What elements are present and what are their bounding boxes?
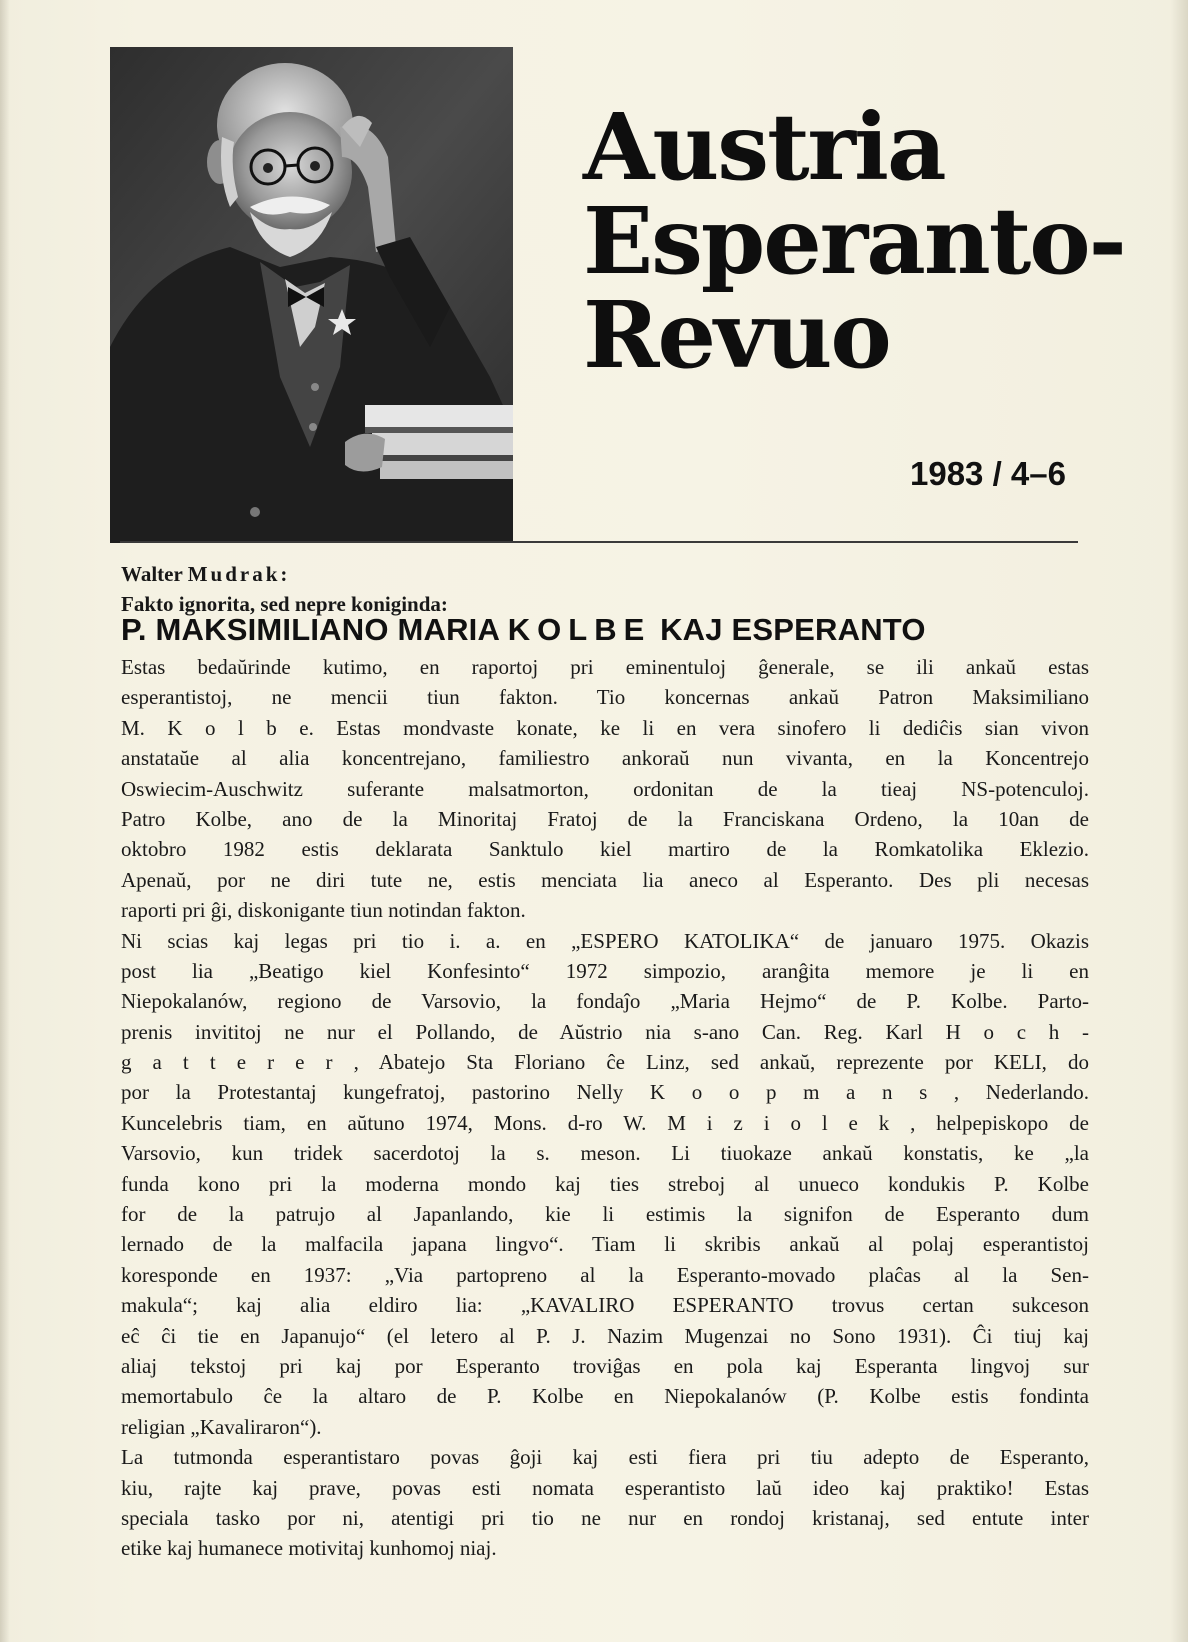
body-line: raporti pri ĝi, diskonigante tiun notindan fakton. xyxy=(121,898,526,923)
masthead-line-2: Esperanto- xyxy=(583,187,1125,295)
article-headline xyxy=(121,612,1081,648)
body-line: Apenaŭ, por ne diri tute ne, estis menciata lia aneco al Esperanto. Des pli necesas xyxy=(121,867,1089,892)
body-line: funda kono pri la moderna mondo kaj ties streboj al unueco kondukis P. Kolbe xyxy=(121,1171,1089,1196)
article-subtitle: Fakto ignorita, sed nepre koniginda: xyxy=(121,592,448,616)
body-line: Niepokalanów, regiono de Varsovio, la fondaĵo „Maria Hejmo“ de P. Kolbe. Parto- xyxy=(121,989,1089,1014)
body-line: eĉ ĉi tie en Japanujo“ (el letero al P. J. Nazim Mugenzai no Sono 1931). Ĉi tiuj kaj xyxy=(121,1323,1089,1348)
headline-part-1: P. MAKSIMILIANO MARIA xyxy=(121,612,499,647)
body-line: anstataŭe al alia koncentrejano, familiestro ankoraŭ nun vivanta, en la Koncentrejo xyxy=(121,746,1089,771)
author-colon: : xyxy=(280,562,288,586)
article-body xyxy=(121,652,1089,1564)
masthead-line-1: Austria xyxy=(583,93,945,201)
headline-name: KOLBE xyxy=(507,612,652,647)
body-line: esperantistoj, ne mencii tiun fakton. Tio koncernas ankaŭ Patron Maksimiliano xyxy=(121,685,1089,710)
portrait-photo xyxy=(110,47,513,543)
body-line: memortabulo ĉe la altaro de P. Kolbe en Niepokalanów (P. Kolbe estis fondinta xyxy=(121,1384,1089,1409)
masthead-line-3: Revuo xyxy=(583,281,890,389)
body-line: Patro Kolbe, ano de la Minoritaj Fratoj de la Franciskana Ordeno, la 10an de xyxy=(121,806,1089,831)
body-line: oktobro 1982 estis deklarata Sanktulo kiel martiro de la Romkatolika Eklezio. xyxy=(121,837,1089,862)
body-line: g a t t e r e r , Abatejo Sta Floriano ĉe Linz, sed ankaŭ, reprezente por KELI, do xyxy=(121,1050,1089,1075)
page-edge xyxy=(1170,0,1188,1642)
body-line: etike kaj humanece motivitaj kunhomoj niaj. xyxy=(121,1536,497,1561)
body-line: lernado de la malfacila japana lingvo“. Tiam li skribis ankaŭ al polaj esperantistoj xyxy=(121,1232,1089,1257)
author-first-name: Walter xyxy=(121,562,183,586)
body-line: prenis invititoj ne nur el Pollando, de Aŭstrio nia s-ano Can. Reg. Karl H o c h - xyxy=(121,1019,1089,1044)
body-line: speciala tasko por ni, atentigi pri tio ne nur en rondoj kristanaj, sed entute inter xyxy=(121,1505,1089,1530)
body-line: Varsovio, kun tridek sacerdotoj la s. meson. Li tiuokaze ankaŭ konstatis, ke „la xyxy=(121,1141,1089,1166)
masthead-title xyxy=(583,93,1125,389)
author-last-name: Mudrak xyxy=(187,562,281,586)
headline-part-2: KAJ ESPERANTO xyxy=(660,612,926,647)
body-line: religian „Kavaliraron“). xyxy=(121,1414,322,1439)
divider-rule xyxy=(120,541,1078,543)
body-line: for de la patrujo al Japanlando, kie li estimis la signifon de Esperanto dum xyxy=(121,1202,1089,1227)
body-line: Kuncelebris tiam, en aŭtuno 1974, Mons. d-ro W. M i z i o l e k , helpepiskopo de xyxy=(121,1110,1089,1135)
body-line: kiu, rajte kaj prave, povas esti nomata esperantisto laŭ ideo kaj praktiko! Estas xyxy=(121,1475,1089,1500)
body-line: makula“; kaj alia eldiro lia: „KAVALIRO ESPERANTO trovus certan sukceson xyxy=(121,1293,1089,1318)
body-line: La tutmonda esperantistaro povas ĝoji kaj esti fiera pri tiu adepto de Esperanto, xyxy=(121,1445,1089,1470)
issue-number: 1983 / 4–6 xyxy=(910,455,1066,492)
body-line: por la Protestantaj kungefratoj, pastorino Nelly K o o p m a n s , Nederlando. xyxy=(121,1080,1089,1105)
body-line: M. K o l b e. Estas mondvaste konate, ke li en vera sinofero li dediĉis sian vivon xyxy=(121,715,1089,740)
article-author xyxy=(121,562,287,587)
body-line: Ni scias kaj legas pri tio i. a. en „ESPERO KATOLIKA“ de januaro 1975. Okazis xyxy=(121,928,1089,953)
body-line: Estas bedaŭrinde kutimo, en raportoj pri eminentuloj ĝenerale, se ili ankaŭ estas xyxy=(121,655,1089,679)
body-line: koresponde en 1937: „Via partopreno al la Esperanto-movado plaĉas al la Sen- xyxy=(121,1262,1089,1287)
body-line: Oswiecim-Auschwitz suferante malsatmorton, ordonitan de la tieaj NS-potenculoj. xyxy=(121,776,1089,801)
spine-shadow xyxy=(0,0,10,1642)
body-line: post lia „Beatigo kiel Konfesinto“ 1972 simpozio, aranĝita memore je li en xyxy=(121,958,1089,983)
body-line: aliaj tekstoj pri kaj por Esperanto troviĝas en pola kaj Esperanta lingvoj sur xyxy=(121,1353,1089,1378)
